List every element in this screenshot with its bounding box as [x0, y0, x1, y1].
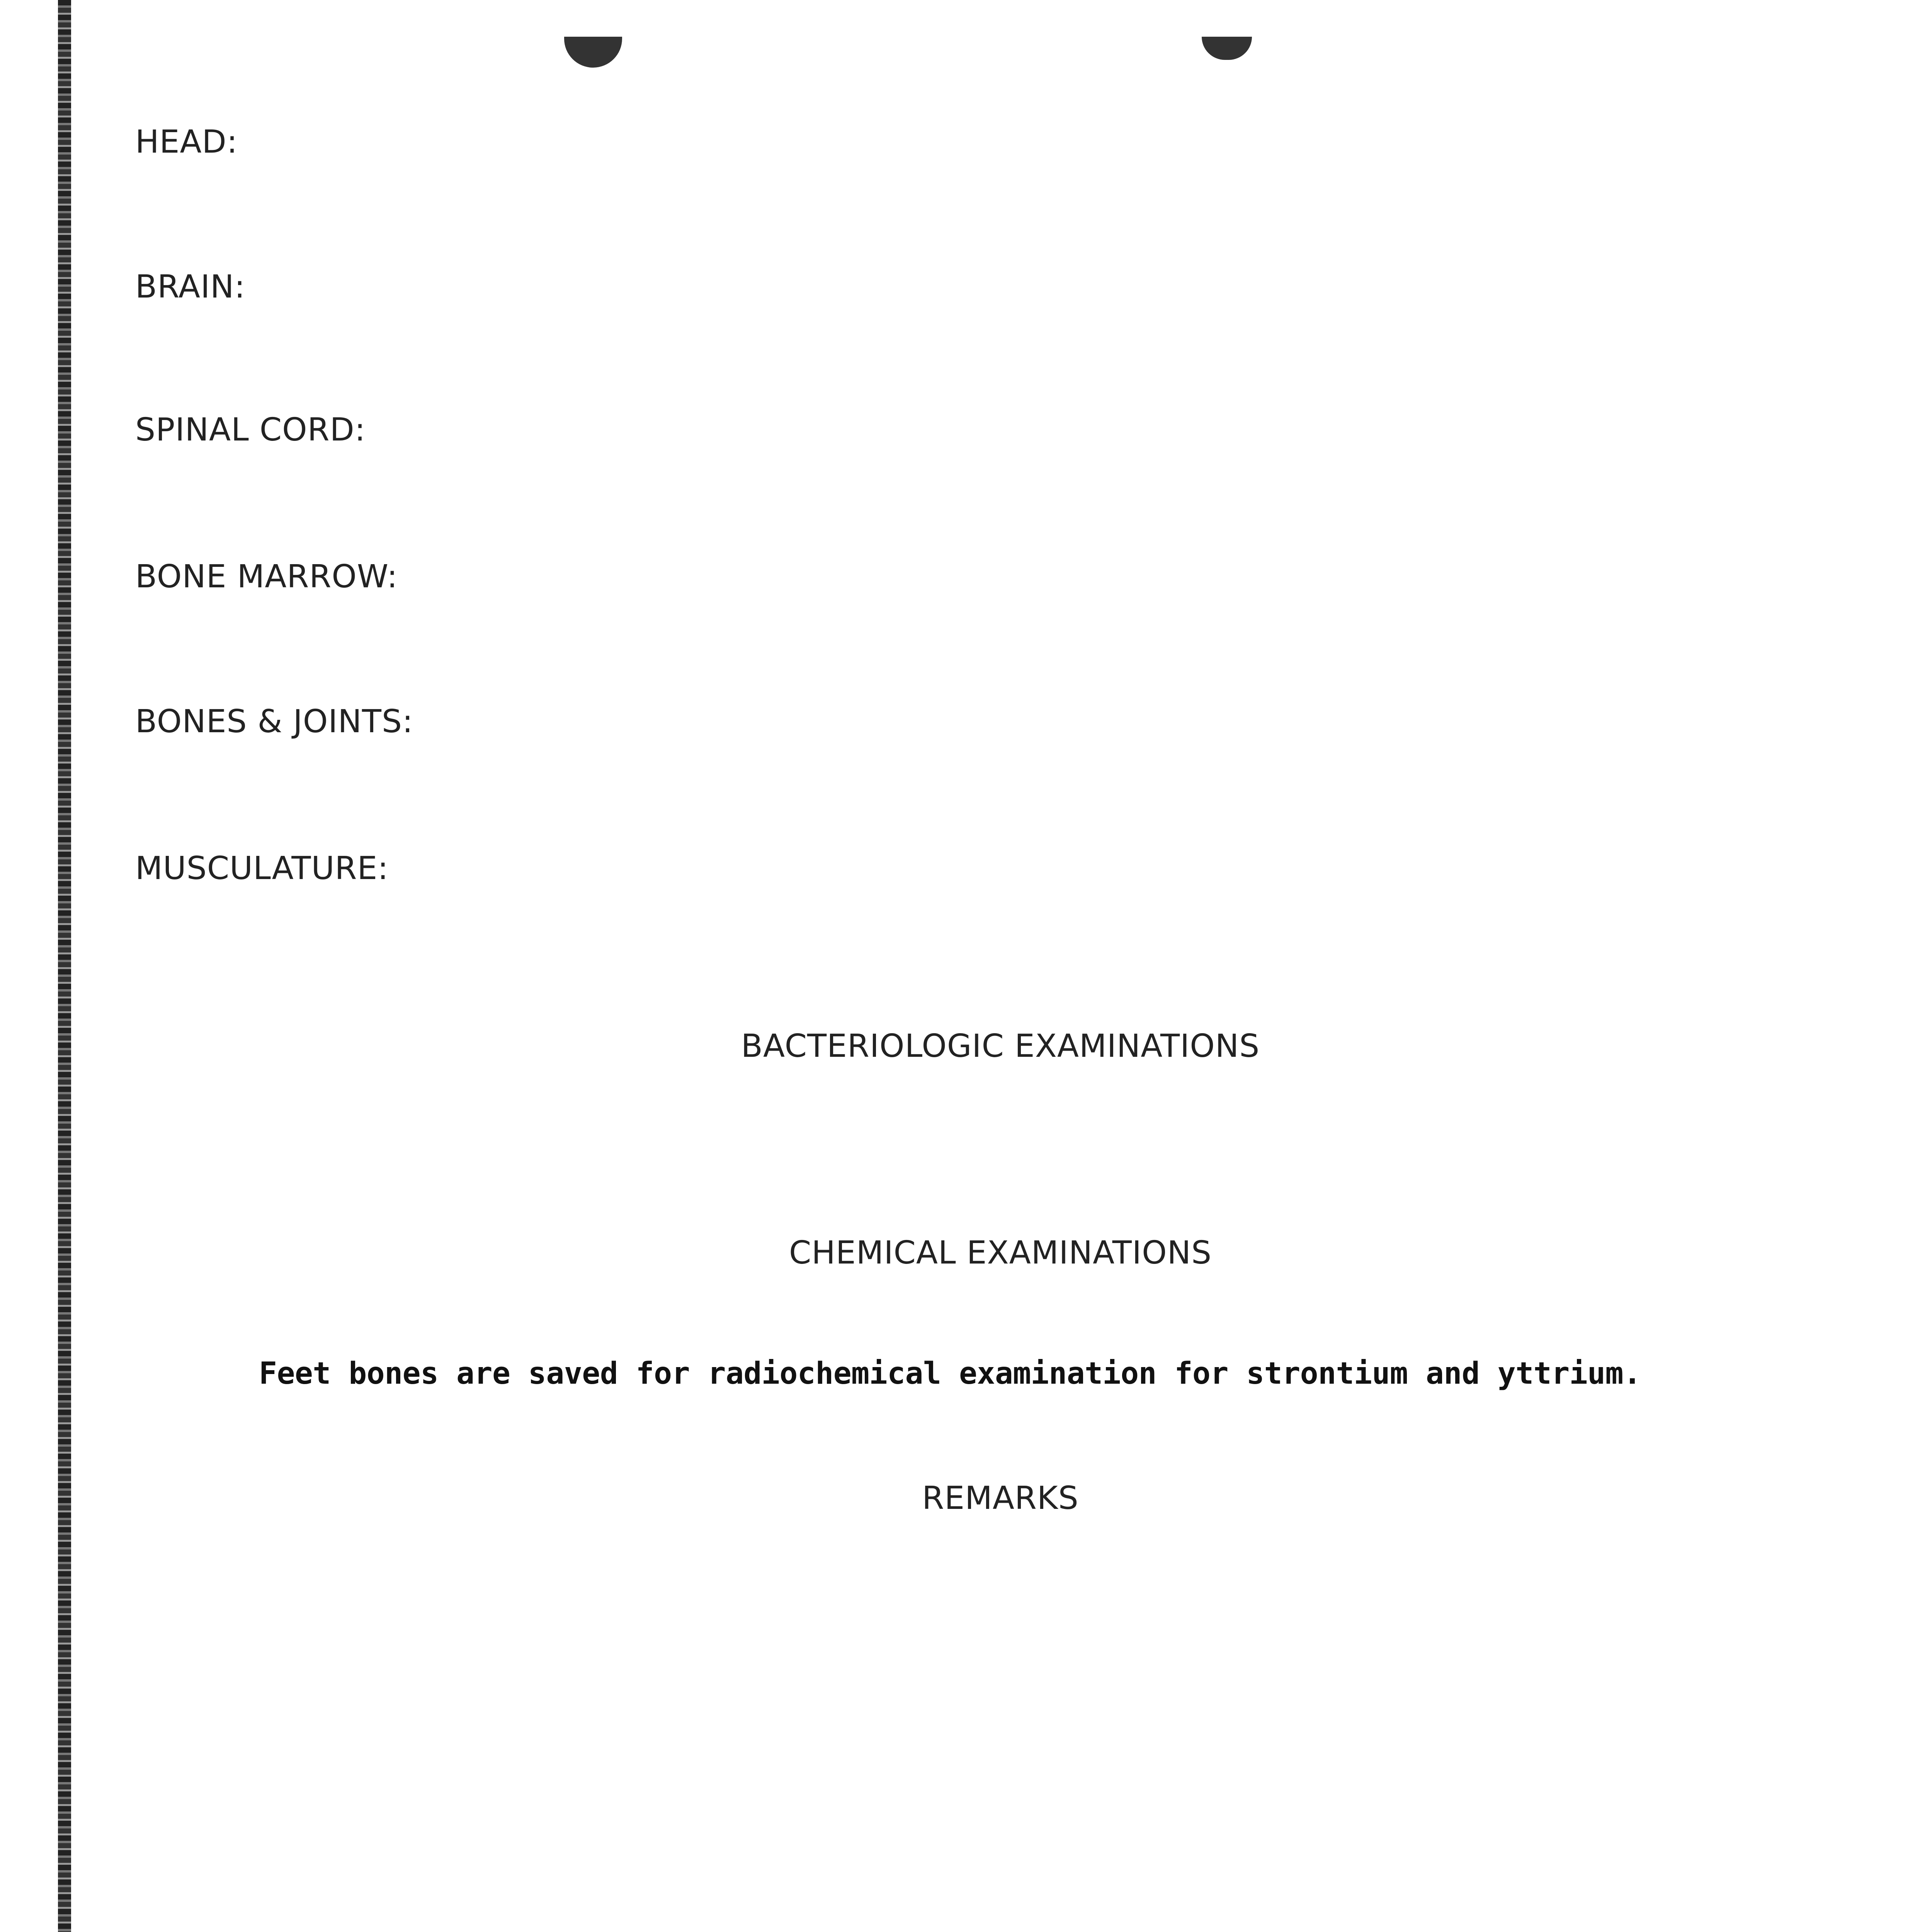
label-brain: BRAIN:: [135, 269, 246, 305]
label-musculature: MUSCULATURE:: [135, 850, 389, 887]
chemical-entry: Feet bones are saved for radiochemical examination for strontium and yttrium.: [259, 1356, 1641, 1391]
label-spinal-cord: SPINAL CORD:: [135, 412, 366, 448]
label-bones-joints: BONES & JOINTS:: [135, 703, 413, 740]
label-bone-marrow: BONE MARROW:: [135, 558, 398, 595]
heading-chemical: CHEMICAL EXAMINATIONS: [789, 1235, 1212, 1271]
label-head: HEAD:: [135, 124, 238, 160]
scan-left-edge: [58, 0, 71, 1932]
punch-hole: [1202, 37, 1252, 60]
punch-hole: [564, 37, 622, 68]
heading-bacteriologic: BACTERIOLOGIC EXAMINATIONS: [741, 1028, 1260, 1065]
heading-remarks: REMARKS: [922, 1480, 1079, 1517]
